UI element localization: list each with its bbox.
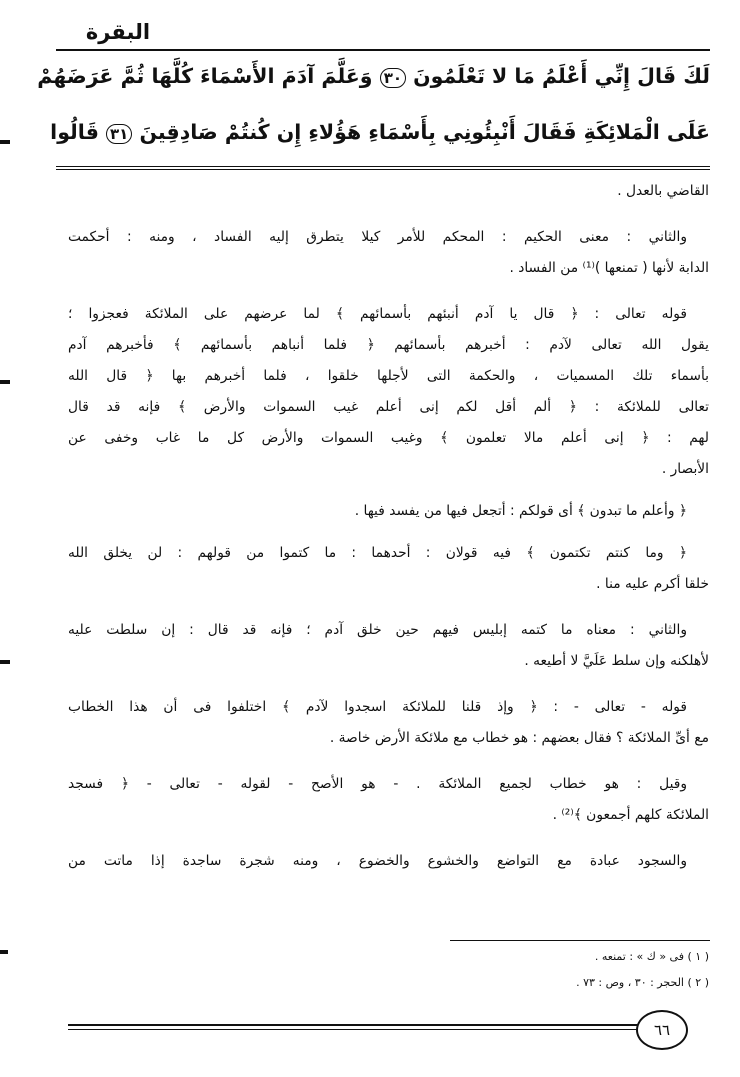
text-line: قوله - تعالى - : ﴿ وإذ قلنا للملائكة اسجدوا لآدم ﴾ اختلفوا فى أن هذا الخطاب <box>68 699 687 715</box>
text-line: والسجود عبادة مع التواضع والخشوع والخضوع ، ومنه شجرة ساجدة إذا ماتت من <box>68 853 687 869</box>
quran-verse-line-2 <box>50 112 710 152</box>
text-line: وقيل : هو خطاب لجميع الملائكة . - هو الأصح - لقوله - تعالى - ﴿ فسجد <box>68 776 687 792</box>
page-number: ٦٦ <box>636 1010 688 1050</box>
surah-title: البقرة <box>85 20 151 44</box>
scan-edge-mark <box>0 140 10 144</box>
verse-separator-rule-2 <box>56 169 710 170</box>
verse-text: وَعَلَّمَ آدَمَ الأَسْمَاءَ كُلَّهَا ثُمَّ عَرَضَهُمْ <box>37 64 373 88</box>
scan-edge-mark <box>0 660 10 664</box>
ayah-number-marker: ٣٠ <box>380 68 406 88</box>
footer-rule-bottom <box>68 1029 638 1030</box>
text-line: يقول الله تعالى لآدم : أخبرهم بأسمائهم ﴿ فلما أنباهم بأسمائهم ﴾ فأخبرهم آدم <box>68 337 709 353</box>
text-line: الملائكة كلهم أجمعون ﴾⁽²⁾ . <box>552 807 709 823</box>
commentary-body <box>68 176 709 877</box>
header-rule <box>56 49 710 51</box>
text-line: الأبصار . <box>661 461 709 477</box>
text-line: والثاني : معناه ما كتمه إبليس فيهم حين خلق آدم ؛ فإنه قد قال : إن سلطت عليه <box>68 622 687 638</box>
quran-verse-line-1 <box>37 56 710 96</box>
footnote-rule <box>450 940 710 941</box>
verse-text: لَكَ قَالَ إِنِّي أَعْلَمُ مَا لا تَعْلَمُونَ <box>413 64 710 88</box>
text-line: القاضي بالعدل . <box>617 183 709 199</box>
footnotes <box>68 944 709 996</box>
footer-rule-top <box>68 1024 638 1026</box>
scan-edge-mark <box>0 950 8 954</box>
text-line: خلقا أكرم عليه منا . <box>596 576 709 592</box>
text-line: لأهلكنه وإن سلط عَلَيَّ لا أطيعه . <box>524 653 709 669</box>
text-line: ﴿ وأعلم ما تبدون ﴾ أى قولكم : أتجعل فيها من يفسد فيها . <box>354 503 687 519</box>
verse-text: قَالُوا <box>50 120 99 144</box>
verse-separator-rule <box>56 166 710 167</box>
text-line: تعالى للملائكة : ﴿ ألم أقل لكم إنى أعلم غيب السموات والأرض ﴾ فإنه قد قال <box>68 399 709 415</box>
text-line: والثاني : معنى الحكيم : المحكم للأمر كيلا يتطرق إليه الفساد ، ومنه : أحكمت <box>68 229 687 245</box>
verse-text: عَلَى الْمَلائِكَةِ فَقَالَ أَنْبِئُونِي بِأَسْمَاءِ هَؤُلاءِ إِن كُنتُمْ صَادِقِينَ <box>139 120 710 144</box>
text-line: الدابة لأنها ( تمنعها )⁽¹⁾ من الفساد . <box>509 260 709 276</box>
text-line: قوله تعالى : ﴿ قال يا آدم أنبئهم بأسمائهم ﴾ لما عرضهم على الملائكة فعجزوا ؛ <box>68 306 687 322</box>
text-line: مع أىِّ الملائكة ؟ فقال بعضهم : هو خطاب مع ملائكة الأرض خاصة . <box>329 730 709 746</box>
ayah-number-marker: ٣١ <box>106 124 132 144</box>
footnote-2: ( ٢ ) الحجر : ٣٠ ، وص : ٧٣ . <box>576 976 709 989</box>
text-line: ﴿ وما كنتم تكتمون ﴾ فيه قولان : أحدهما : ما كتموا من قولهم : لن يخلق الله <box>68 545 687 561</box>
text-line: بأسماء تلك المسميات ، والحكمة التى لأجلها خلقوا ، فلما أخبرهم بها ﴿ قال الله <box>68 368 709 384</box>
scan-edge-mark <box>0 380 10 384</box>
text-line: لهم : ﴿ إنى أعلم مالا تعلمون ﴾ وغيب السموات والأرض كل ما غاب وخفى عن <box>68 430 709 446</box>
footnote-1: ( ١ ) فى « ك » : تمنعه . <box>594 950 709 963</box>
